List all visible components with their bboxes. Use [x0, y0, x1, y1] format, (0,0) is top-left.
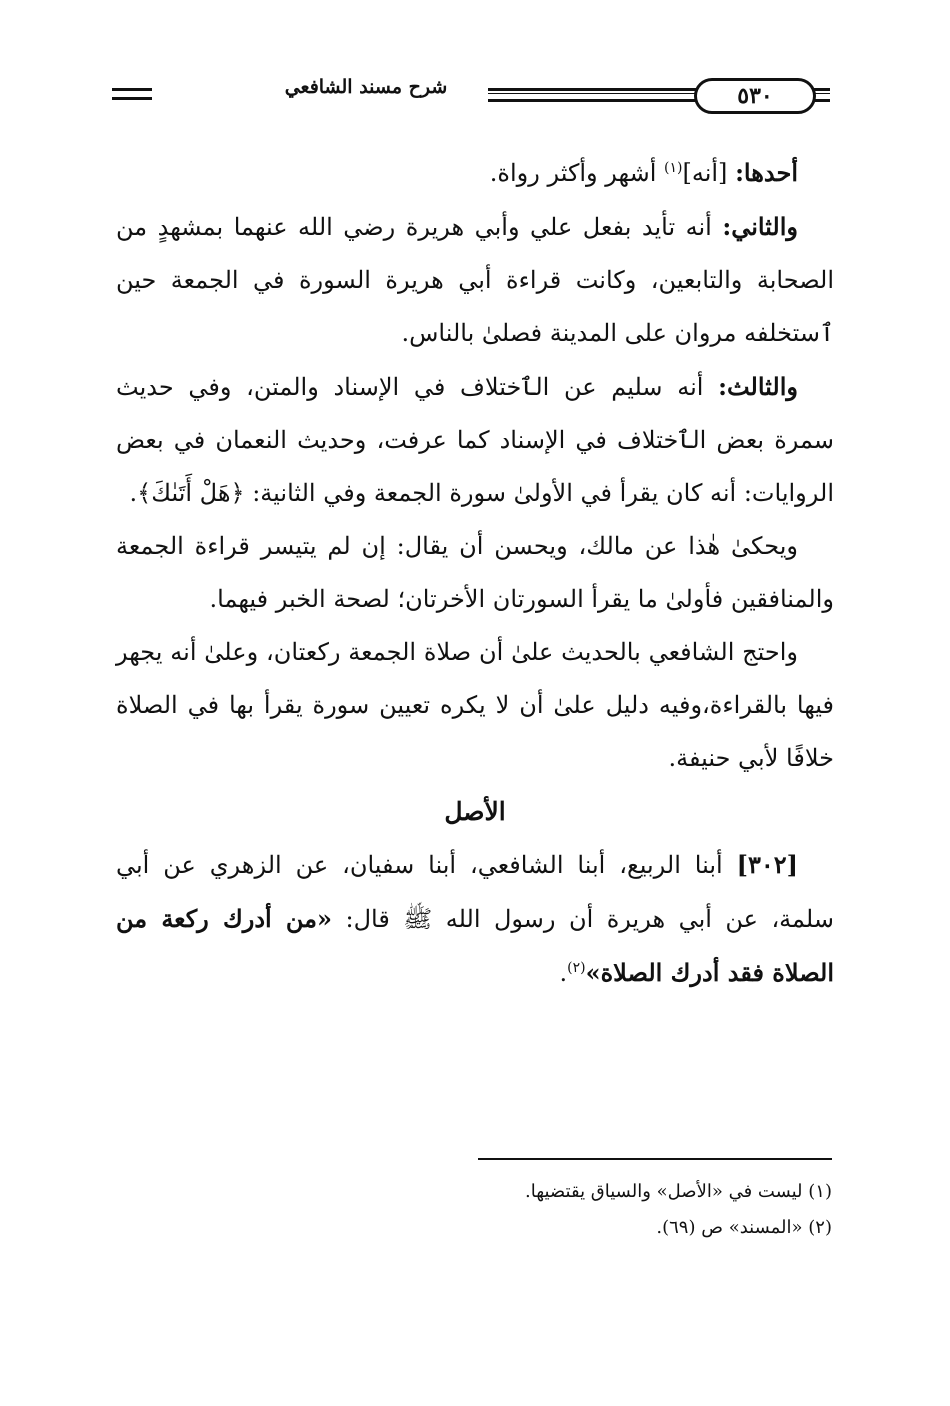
paragraph-malik — [116, 520, 834, 626]
footnote-ref: (٢) — [567, 960, 586, 976]
main-text — [116, 146, 834, 1000]
footnote-2: (٢) «المسند» ص (٦٩). — [656, 1217, 832, 1238]
hadith-chain: أبنا الربيع، أبنا الشافعي، أبنا سفيان، عن الزهري عن أبي سلمة، عن أبي هريرة أن رسول الله ﷺ قال: — [116, 851, 834, 933]
paragraph-text: واحتج الشافعي بالحديث علىٰ أن صلاة الجمعة ركعتان، وعلىٰ أنه يجهر فيها بالقراءة،وفيه دليل علىٰ أن لا يكره تعيين سورة يقرأ بها في الصلاة خلافًا لأبي حنيفة. — [116, 638, 834, 772]
header-ornament-left — [112, 88, 152, 100]
paragraph-label: والثالث: — [718, 372, 798, 401]
paragraph-third-reason — [116, 360, 834, 520]
sentence-end: . — [559, 959, 568, 987]
footnote-1: (١) ليست في «الأصل» والسياق يقتضيها. — [524, 1181, 832, 1202]
paragraph-label: أحدها: — [735, 158, 798, 187]
paragraph-text: أشهر وأكثر رواة. — [489, 159, 657, 187]
footnote-ref: (١) — [664, 160, 683, 176]
paragraph-text: ويحكىٰ هٰذا عن مالك، ويحسن أن يقال: إن لم يتيسر قراءة الجمعة والمنافقين فأولىٰ ما يقرأ السورتان الأخرتان؛ لصحة الخبر فيهما. — [116, 532, 834, 613]
footnote-separator — [478, 1158, 832, 1160]
paragraph-first-reason — [116, 146, 834, 200]
section-heading: الأصل — [444, 797, 506, 826]
page-header — [112, 78, 830, 124]
paragraph-shafii-argument — [116, 626, 834, 785]
running-title: شرح مسند الشافعي — [284, 76, 448, 98]
hadith-quote: «من أدرك ركعة من الصلاة فقد أدرك الصلاة» — [116, 904, 834, 987]
paragraph-hadith — [116, 838, 834, 1000]
footnotes — [300, 1174, 832, 1246]
paragraph-label: والثاني: — [722, 212, 798, 241]
bracketed-insert: [أنه] — [682, 159, 728, 187]
page-number: ٥٣٠ — [694, 78, 816, 114]
paragraph-text: أنه سليم عن الٱختلاف في الإسناد والمتن، وفي حديث سمرة بعض الٱختلاف في الإسناد كما عرفت، وحديث النعمان في بعض الروايات: أنه كان يقرأ في الأولىٰ سورة الجمعة وفي الثانية: ﴿هَلْ أَتَىٰكَ﴾. — [116, 373, 834, 507]
paragraph-text: أنه تأيد بفعل علي وأبي هريرة رضي الله عنهما بمشهدٍ من الصحابة والتابعين، وكانت قراءة أبي هريرة السورة في الجمعة حين ٱستخلفه مروان على المدينة فصلىٰ بالناس. — [116, 213, 834, 347]
hadith-number: [٣٠٢] — [736, 850, 798, 879]
paragraph-second-reason — [116, 200, 834, 360]
